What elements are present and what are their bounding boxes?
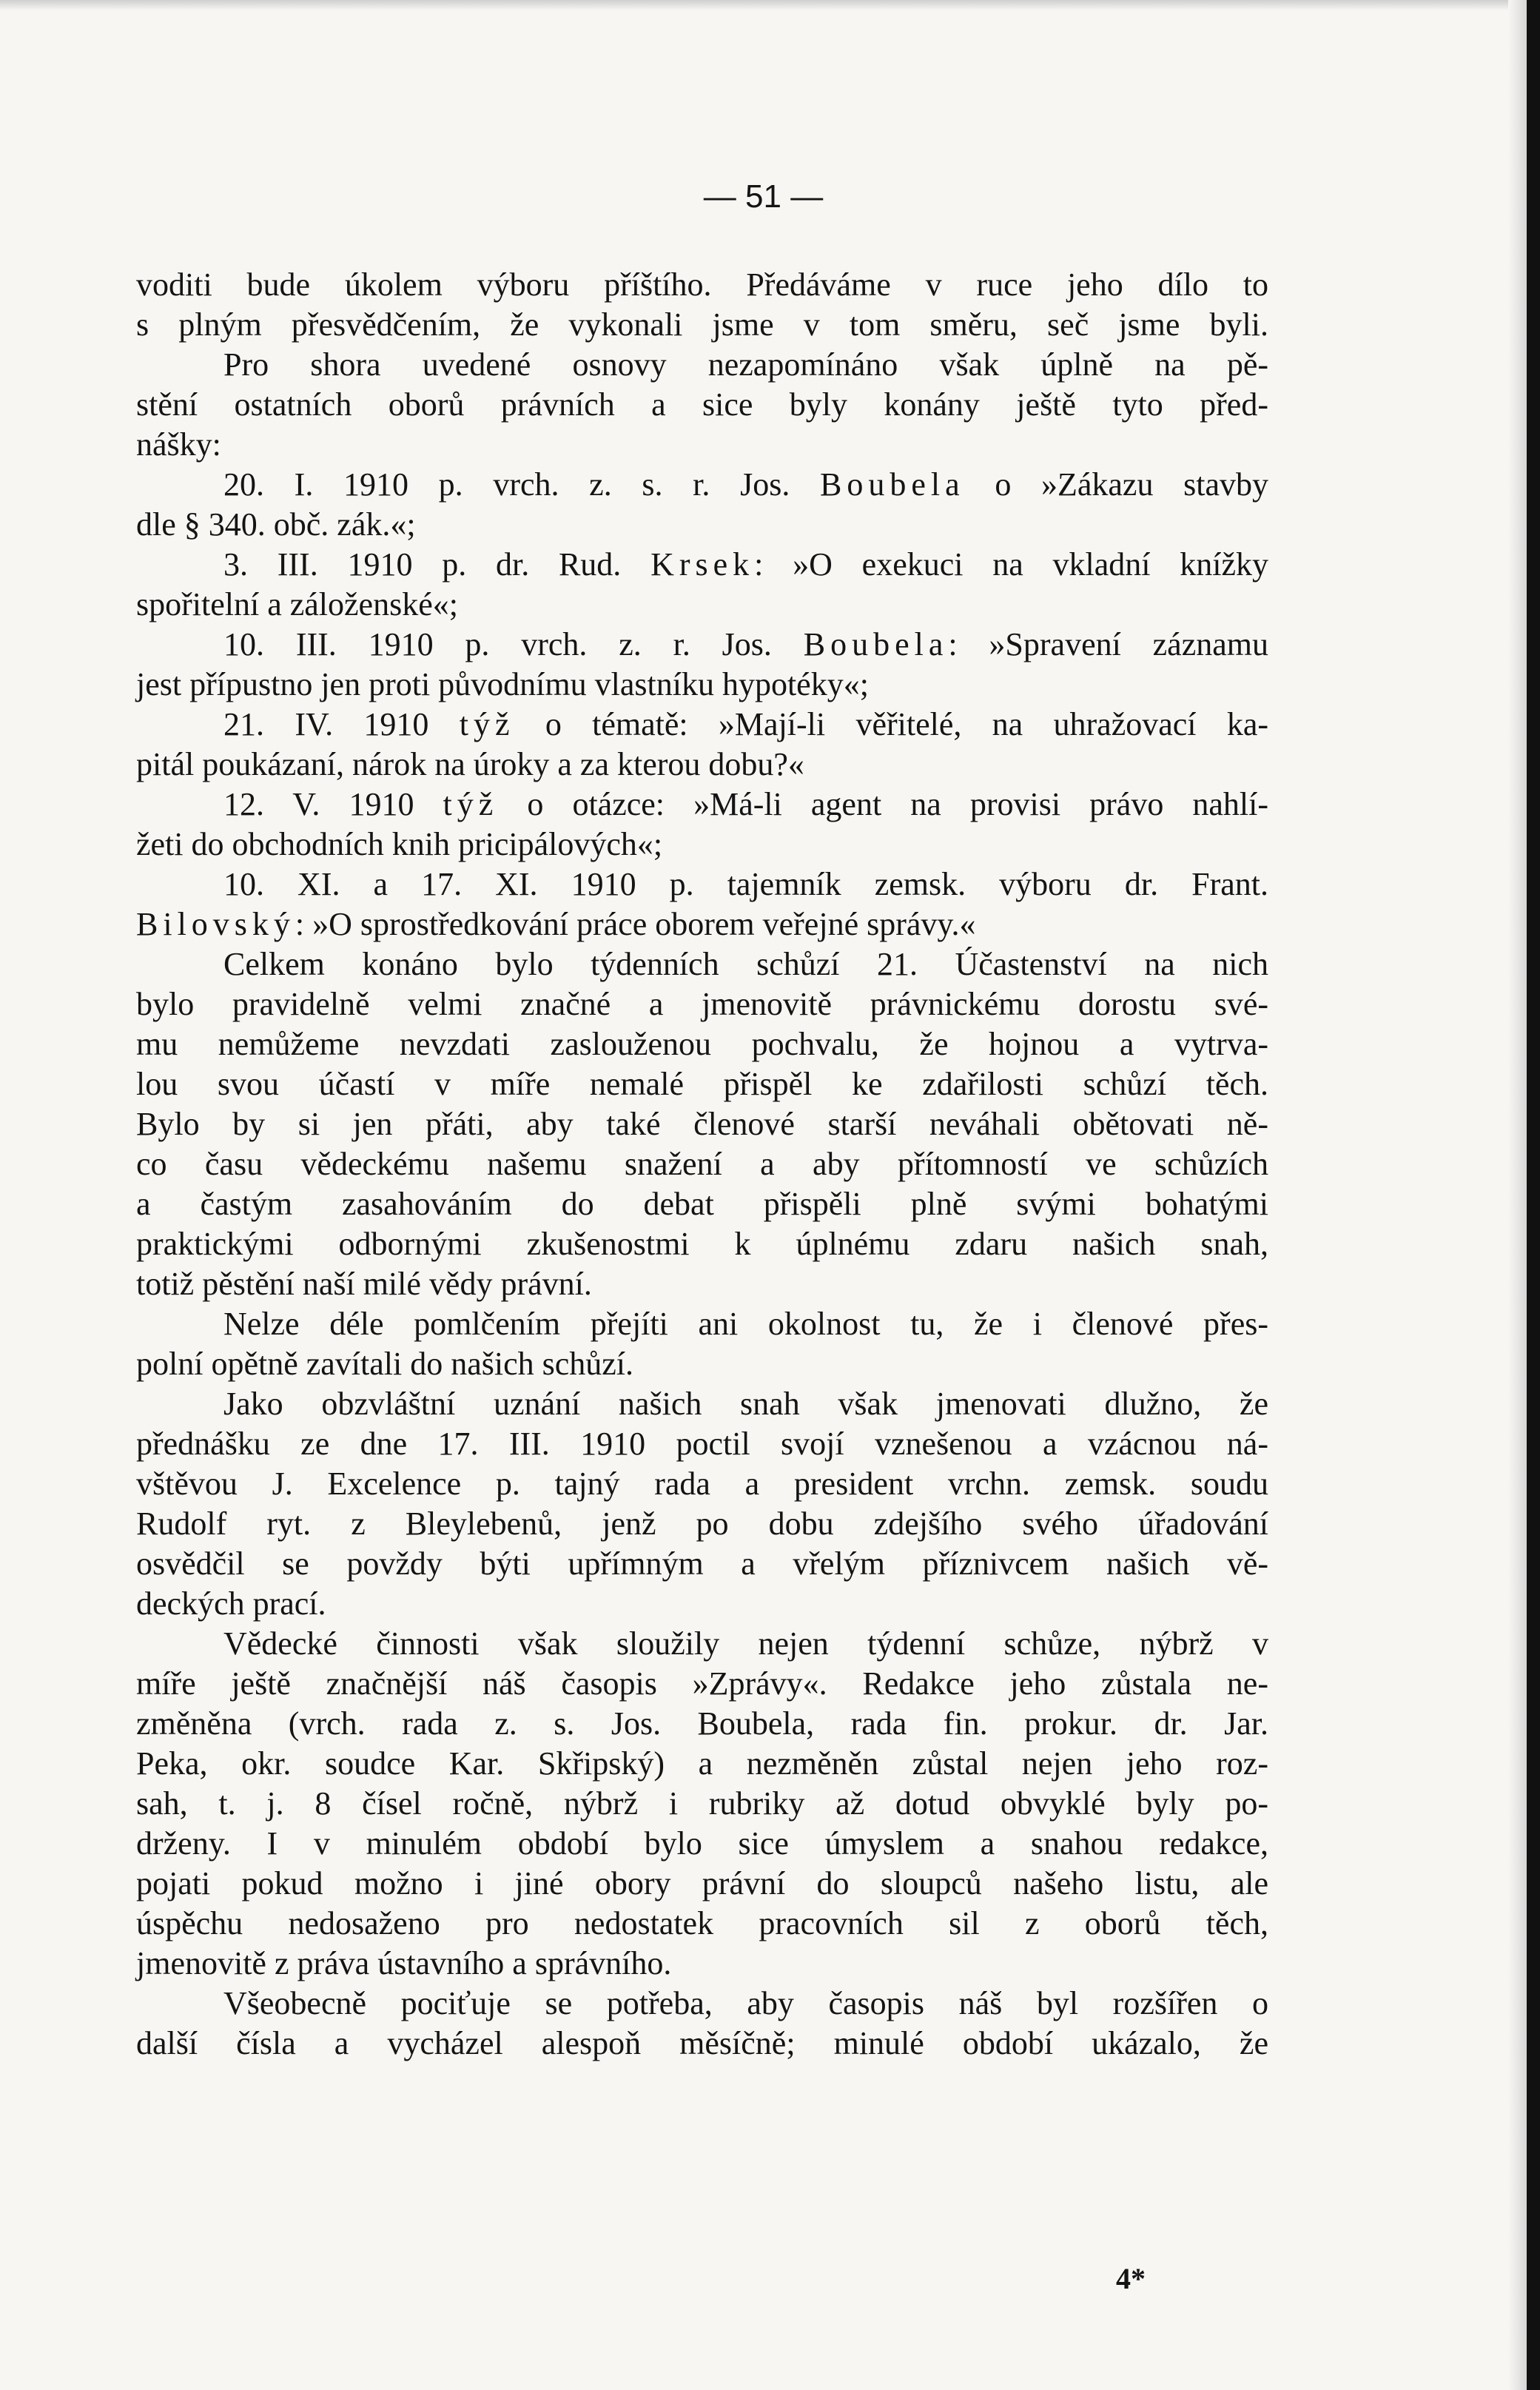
text-line: a častým zasahováním do debat přispěli plně svými bohatými [136,1186,1268,1222]
lecture-line [136,705,1268,745]
lecture-title: o »Zákazu stavby [995,466,1268,503]
text-line: další čísla a vycházel alespoň měsíčně; minulé období ukázalo, že [136,2025,1268,2061]
text-line: 10. XI. a 17. XI. 1910 p. tajemník zemsk. výboru dr. Frant. [223,866,1268,902]
text-line: dle § 340. obč. zák.«; [136,506,416,543]
text-line: co času vědeckému našemu snažení a aby přítomností ve schůzích [136,1146,1268,1182]
text-line: bylo pravidelně velmi značné a jmenovitě právnickému dorostu své- [136,986,1268,1022]
lecture-line [136,625,1268,665]
text-line: pitál poukázaní, nárok na úroky a za kterou dobu?« [136,746,804,782]
text-line: vštěvou J. Excelence p. tajný rada a president vrchn. zemsk. soudu [136,1466,1268,1502]
text-line: pojati pokud možno i jiné obory právní do sloupců našeho listu, ale [136,1865,1268,1901]
scan-edge-shadow [1508,0,1527,2390]
lecturer-name: týž [443,786,499,822]
scan-edge-right [1527,0,1540,2390]
text-line: voditi bude úkolem výboru příštího. Předáváme v ruce jeho dílo to [136,266,1268,303]
text-line: Bylo by si jen přáti, aby také členové starší neváhali obětovati ně- [136,1106,1268,1142]
sheet-signature: 4* [1116,2262,1146,2295]
text-line: drženy. I v minulém období bylo sice úmyslem a snahou redakce, [136,1825,1268,1862]
lecture-date: 21. IV. 1910 [223,706,429,742]
lecture-line [136,785,1268,825]
text-line: nášky: [136,426,221,463]
page-number: — 51 — [703,178,824,215]
text-line: Vědecké činnosti však sloužily nejen týdenní schůze, nýbrž v [223,1625,1268,1662]
lecture-title: : »O exekuci na vkladní knížky [754,546,1269,583]
lecture-title: : »O sprostředkování práce oborem veřejné správy.« [295,906,976,942]
lecturer-name: Boubela [803,626,949,662]
text-line: polní opětně zavítali do našich schůzí. [136,1346,634,1382]
text-line: změněna (vrch. rada z. s. Jos. Boubela, rada fin. prokur. dr. Jar. [136,1705,1268,1742]
lecture-title: : »Spravení záznamu [948,626,1268,662]
text-line: jest přípustno jen proti původnímu vlastníku hypotéky«; [136,666,869,702]
body-text [136,265,1268,2064]
text-line: spořitelní a záloženské«; [136,586,458,622]
text-line: Celkem konáno bylo týdenních schůzí 21. Účastenství na nich [223,946,1268,982]
text-line: sah, t. j. 8 čísel ročně, nýbrž i rubriky až dotud obvyklé byly po- [136,1785,1268,1822]
lecturer-name: Krsek [650,546,755,583]
lecture-line [136,904,1268,944]
lecturer-name: Bilovský [136,906,295,942]
text-line: Nelze déle pomlčením přejíti ani okolnost tu, že i členové přes- [223,1306,1268,1342]
text-line: mu nemůžeme nevzdati zaslouženou pochvalu, že hojnou a vytrva- [136,1026,1268,1062]
lecture-date: 20. I. 1910 p. vrch. z. s. r. Jos. [223,466,790,503]
lecture-line [136,465,1268,505]
text-line: přednášku ze dne 17. III. 1910 poctil svojí vznešenou a vzácnou ná- [136,1426,1268,1462]
lecture-date: 10. III. 1910 p. vrch. z. r. Jos. [223,626,772,662]
text-line: totiž pěstění naší milé vědy právní. [136,1266,592,1302]
text-line: Všeobecně pociťuje se potřeba, aby časopis náš byl rozšířen o [223,1985,1268,2021]
text-line: míře ještě značnější náš časopis »Zprávy«. Redakce jeho zůstala ne- [136,1665,1268,1702]
text-line: Pro shora uvedené osnovy nezapomínáno však úplně na pě- [223,346,1268,383]
text-line: lou svou účastí v míře nemalé přispěl ke zdařilosti schůzí těch. [136,1066,1268,1102]
lecture-line [136,545,1268,585]
text-line: stění ostatních oborů právních a sice byly konány ještě tyto před- [136,386,1268,423]
text-line: Peka, okr. soudce Kar. Skřipský) a nezměněn zůstal nejen jeho roz- [136,1745,1268,1782]
lecturer-name: týž [459,706,515,742]
text-line: žeti do obchodních knih pricipálových«; [136,826,663,862]
lecturer-name: Boubela [820,466,965,503]
text-line: jmenovitě z práva ústavního a správního. [136,1945,672,1981]
text-line: Jako obzvláštní uznání našich snah však jmenovati dlužno, že [223,1386,1268,1422]
text-line: deckých prací. [136,1585,326,1622]
lecture-date: 12. V. 1910 [223,786,414,822]
text-line: s plným přesvědčením, že vykonali jsme v tom směru, seč jsme byli. [136,306,1268,343]
lecture-title: o otázce: »Má-li agent na provisi právo nahlí- [527,786,1269,822]
scan-edge-top [0,0,1527,10]
text-line: úspěchu nedosaženo pro nedostatek pracovních sil z oborů těch, [136,1905,1268,1941]
text-line: osvědčil se povždy býti upřímným a vřelým příznivcem našich vě- [136,1545,1268,1582]
lecture-title: o tématě: »Mají-li věřitelé, na uhražovací ka- [545,706,1269,742]
text-line: praktickými odbornými zkušenostmi k úplnému zdaru našich snah, [136,1226,1268,1262]
lecture-date: 3. III. 1910 p. dr. Rud. [223,546,622,583]
text-line: Rudolf ryt. z Bleylebenů, jenž po dobu zdejšího svého úřadování [136,1506,1268,1542]
